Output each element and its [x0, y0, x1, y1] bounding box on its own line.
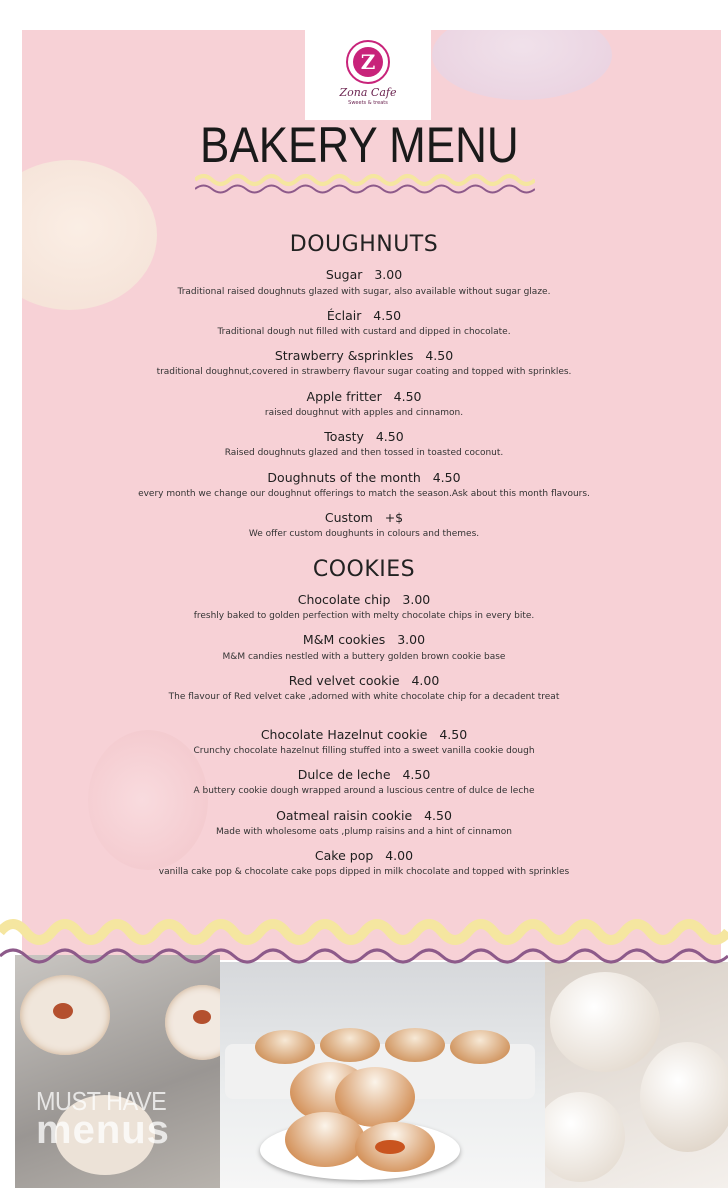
menu-item-description: vanilla cake pop & chocolate cake pops dipped in milk chocolate and topped with sprinkles: [158, 867, 570, 877]
menu-item-name: [0, 308, 728, 323]
menu-item-name: [0, 348, 728, 363]
menu-item-description: Crunchy chocolate hazelnut filling stuffed into a sweet vanilla cookie dough: [193, 746, 535, 756]
menu-item-description: Traditional raised doughnuts glazed with sugar, also available without sugar glaze.: [177, 287, 551, 297]
menu-item-name: [0, 470, 728, 485]
menu-item-name: [0, 673, 728, 688]
menu-item-description: The flavour of Red velvet cake ,adorned with white chocolate chip for a decadent treat: [168, 692, 560, 702]
menu-item-description: raised doughnut with apples and cinnamon.: [264, 408, 464, 418]
menu-item-description: traditional doughnut,covered in strawberry flavour sugar coating and topped with sprinkles.: [156, 367, 572, 377]
menu-item-name: [0, 592, 728, 607]
menu-item-name: [0, 429, 728, 444]
item-price: 4.50: [375, 429, 404, 444]
logo-badge-icon: Z: [346, 40, 390, 84]
item-price: +$: [384, 510, 404, 525]
item-price: 4.50: [425, 348, 454, 363]
item-name-text: Sugar: [325, 267, 363, 282]
menu-title: BAKERY MENU: [200, 117, 519, 173]
logo-tagline: Sweets & treats: [348, 100, 388, 106]
menu-item-description: Made with wholesome oats ,plump raisins and a hint of cinnamon: [215, 827, 513, 837]
item-name-text: Red velvet cookie: [288, 673, 400, 688]
item-price: 4.50: [393, 389, 422, 404]
item-name-text: Chocolate chip: [297, 592, 391, 607]
menu-item-name: [0, 632, 728, 647]
menu-item-description: Raised doughnuts glazed and then tossed in toasted coconut.: [224, 448, 504, 458]
item-price: 3.00: [402, 592, 431, 607]
section-title-cookies: COOKIES: [312, 557, 416, 582]
item-price: 3.00: [374, 267, 403, 282]
macaron-decoration-top-right: [432, 30, 612, 100]
logo-name: Zona Cafe: [339, 86, 397, 99]
menu-item-name: [0, 510, 728, 525]
menu-item-description: A buttery cookie dough wrapped around a luscious centre of dulce de leche: [193, 786, 535, 796]
menu-item-name: [0, 848, 728, 863]
linzer-cookies-photo: [15, 955, 220, 1188]
watermark-line2: menus: [36, 1108, 170, 1152]
menu-item-name: [0, 389, 728, 404]
item-price: 4.50: [432, 470, 461, 485]
item-price: 4.50: [402, 767, 431, 782]
item-price: 4.00: [411, 673, 440, 688]
item-name-text: Strawberry &sprinkles: [274, 348, 414, 363]
menu-item-name: [0, 727, 728, 742]
menu-item-description: M&M candies nestled with a buttery golden brown cookie base: [222, 652, 506, 662]
item-name-text: M&M cookies: [302, 632, 386, 647]
watermark-line1: MUST HAVE: [36, 1086, 167, 1116]
cafe-logo: [305, 30, 431, 120]
item-name-text: Apple fritter: [306, 389, 382, 404]
item-name-text: Doughnuts of the month: [267, 470, 421, 485]
item-price: 4.50: [373, 308, 402, 323]
coconut-snowballs-photo: [545, 962, 728, 1188]
menu-item-description: freshly baked to golden perfection with melty chocolate chips in every bite.: [193, 611, 535, 621]
menu-item-name: [0, 767, 728, 782]
item-name-text: Oatmeal raisin cookie: [276, 808, 413, 823]
bottom-wave-divider: [0, 912, 728, 968]
menu-item-name: [0, 267, 728, 282]
item-name-text: Éclair: [326, 308, 362, 323]
item-price: 3.00: [397, 632, 426, 647]
filled-doughnuts-photo: [220, 962, 545, 1188]
title-wave-divider: [195, 170, 535, 196]
item-name-text: Toasty: [324, 429, 364, 444]
item-name-text: Dulce de leche: [297, 767, 391, 782]
item-name-text: Cake pop: [314, 848, 374, 863]
item-name-text: Custom: [324, 510, 373, 525]
item-price: 4.50: [439, 727, 468, 742]
menu-item-description: We offer custom doughunts in colours and themes.: [248, 529, 480, 539]
item-price: 4.50: [424, 808, 452, 823]
watermark-logo: [36, 1088, 181, 1150]
section-title-doughnuts: DOUGHNUTS: [289, 232, 439, 257]
menu-item-description: Traditional dough nut filled with custard and dipped in chocolate.: [217, 327, 511, 337]
item-name-text: Chocolate Hazelnut cookie: [260, 727, 428, 742]
menu-item-name: [0, 808, 728, 823]
menu-item-description: every month we change our doughnut offerings to match the season.Ask about this month flavours.: [138, 489, 590, 499]
item-price: 4.00: [385, 848, 414, 863]
